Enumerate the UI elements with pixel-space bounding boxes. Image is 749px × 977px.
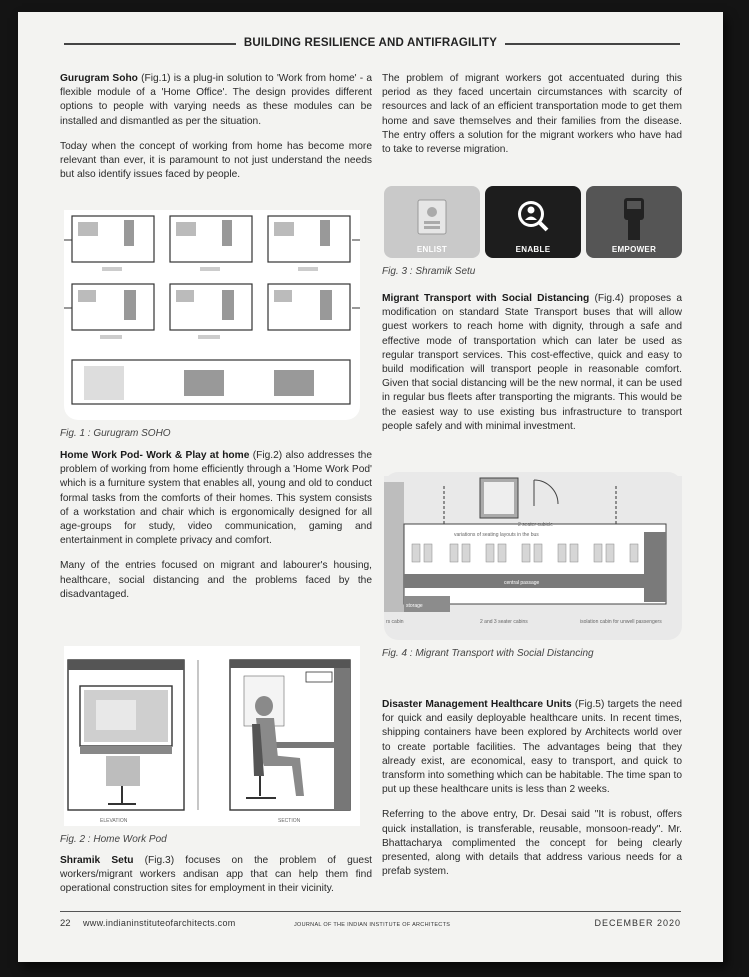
figure-3-shramik-setu [384,186,682,258]
paragraph-jury-comments: Referring to the above entry, Dr. Desai said "It is robust, offers quick installation, is transferable, reusable, monsoon-ready". Mr. Bhattacharya complimented the concept for being clearly presented, along with details that address various needs for a prefab system. [382,809,682,878]
right-column-bottom [382,698,682,890]
enable-tile [485,186,581,258]
paragraph-work-from-home: Today when the concept of working from home has become more relevant than ever, it is paramount to not just understand the needs but also identify issues faced by people. [60,140,372,181]
figure-2-home-work-pod [64,646,360,826]
figure-1-gurugram-soho [64,210,360,420]
figure-1-caption: Fig. 1 : Gurugram SOHO [60,428,171,439]
cabin-label: rs cabin [386,619,404,625]
left-column-top [60,72,372,193]
paragraph-migrant-problem: The problem of migrant workers got accentuated during this period as they faced uncertain circumstances with scarcity of resources and lack of an efficient transportation mode to get them home and save themselves and their families from the disease. The entry offers a solution for the migrant workers who have had to take to reverse migration. [382,73,682,156]
magnifier-person-icon [485,186,581,246]
home-work-pod-drawings-image [64,646,360,826]
running-header: BUILDING RESILIENCE AND ANTIFRAGILITY [18,37,723,49]
page-number: 22 [60,918,71,929]
journal-page [18,12,723,962]
paragraph-healthcare-units: Disaster Management Healthcare Units (Fig.5) targets the need for quick and easily deployable healthcare units. In recent times, shipping containers have been explored by Architects world over to create portable facilities. The advantages being that they already exist, are economical, easy to transport, and quick to transform into something which can be habitable. The time span to put up these healthcare units is less than 2 weeks. [382,699,682,796]
isolation-label: isolation cabin for unwell passengers [580,619,662,625]
storage-label: storage [406,603,423,609]
variations-label: variations of seating layouts in the bus [454,532,539,538]
paragraph-gurugram-soho: Gurugram Soho (Fig.1) is a plug-in solution to 'Work from home' - a flexible module of a 'Home Office'. The design provides different options to people with varying needs as these modules can be installed and dismantled as per the situation. [60,73,372,127]
raised-fist-icon [586,186,682,246]
enlist-tile [384,186,480,258]
section-label: SECTION [278,818,301,824]
bus-seating-plan-image [384,472,682,640]
figure-3-caption: Fig. 3 : Shramik Setu [382,266,476,277]
empower-tile [586,186,682,258]
soho-floor-plans-image [64,210,360,420]
central-passage-label: central passage [504,580,540,586]
journal-name: JOURNAL OF THE INDIAN INSTITUTE OF ARCHITECTS [294,922,451,928]
cabins-label: 2 and 3 seater cabins [480,619,528,625]
enable-label: ENABLE [515,245,551,254]
elevation-label: ELEVATION [100,818,128,824]
figure-2-caption: Fig. 2 : Home Work Pod [60,834,167,845]
paragraph-migrant-transport: Migrant Transport with Social Distancing (Fig.4) proposes a modification on standard State Transport buses that will allow guest workers to reach home with dignity, through a safe and effective mode of transportation which can later be used as regular transport services. This cost-effective, quick and easy to build modification will transport people in reasonable comfort. Given that social distancing will be the new normal, it can be used in regular bus fleets after transporting the migrants. This would be the easiest way to use existing bus infrastructure to transport people safely and with minimal investment. [382,293,682,432]
id-card-icon [384,186,480,246]
paragraph-migrant-entries: Many of the entries focused on migrant and labourer's housing, healthcare, social distancing and the problems faced by the disadvantaged. [60,560,372,600]
footer-rule [60,911,681,912]
left-column-bottom [60,854,372,908]
website-link[interactable]: www.indianinstituteofarchitects.com [83,918,236,928]
seater-cubicle-label: 2 seater cubicle [518,522,554,528]
figure-4-caption: Fig. 4 : Migrant Transport with Social Distancing [382,648,594,659]
empower-label: EMPOWER [611,245,657,254]
paragraph-shramik-setu: Shramik Setu (Fig.3) focuses on the problem of guest workers/migrant workers andisan app that can help them find operational construction sites for employment in their vicinity. [60,855,372,895]
right-column-top [382,72,682,168]
right-column-middle [382,292,682,445]
figure-4-bus-layout [384,472,682,640]
issue-date: DECEMBER 2020 [594,918,681,928]
paragraph-home-work-pod: Home Work Pod- Work & Play at home (Fig.2) also addresses the problem of working from home efficiently through a 'Home Work Pod' which is a furniture system that enables all, young and old to conduct formal tasks from the comforts of their homes. This system consists of a workstation and chair which is ergonomically designed for all age-groups for study, video communication, gaming and entertainment in complete privacy and comfort. [60,450,372,547]
enlist-label: ENLIST [416,245,448,254]
left-column-middle [60,449,372,613]
